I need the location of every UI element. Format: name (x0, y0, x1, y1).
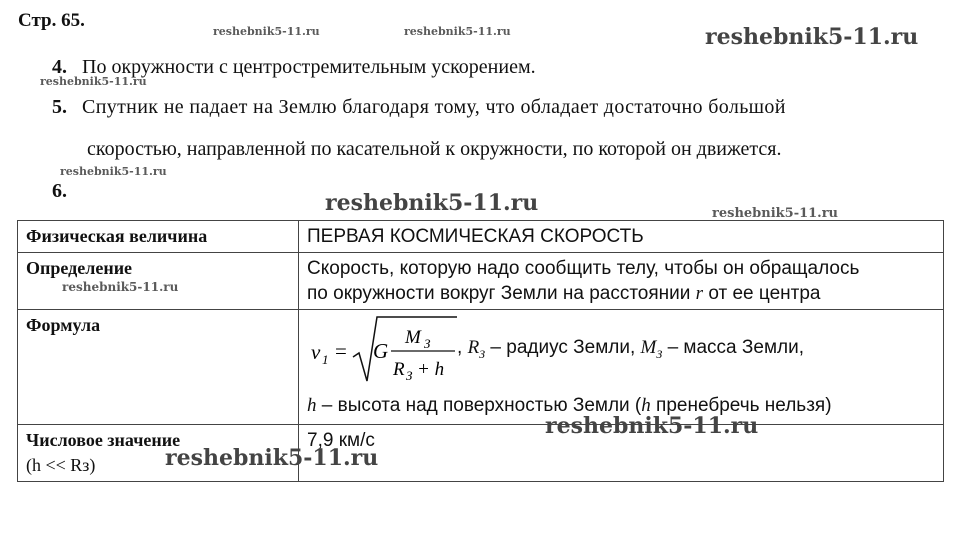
row-value (299, 253, 944, 310)
svg-text:З: З (424, 336, 431, 351)
page-number: Стр. 65. (18, 10, 85, 31)
svg-text:=: = (335, 339, 347, 363)
watermark: reshebnik5-11.ru (705, 24, 919, 50)
item-text-line2: скоростью, направленной по касательной к окружности, по которой он движется. (87, 138, 782, 160)
formula (307, 313, 935, 421)
watermark: reshebnik5-11.ru (213, 25, 320, 38)
watermark: reshebnik5-11.ru (40, 75, 147, 88)
svg-text:R: R (393, 359, 405, 380)
item-text-line1: Спутник не падает на Землю благодаря тому, что обладает достаточно большой (82, 96, 786, 118)
watermark: reshebnik5-11.ru (325, 190, 539, 216)
svg-text:G: G (373, 339, 389, 363)
svg-text:З: З (406, 368, 413, 383)
table-row (18, 425, 944, 482)
watermark: reshebnik5-11.ru (404, 25, 511, 38)
watermark: reshebnik5-11.ru (62, 280, 179, 294)
svg-text:M: M (405, 327, 421, 348)
formula-description-2: h – высота над поверхностью Земли (h пренебречь нельзя) (307, 395, 832, 416)
definition-line2: по окружности вокруг Земли на расстоянии r от ее центра (307, 283, 821, 304)
row-value: ПЕРВАЯ КОСМИЧЕСКАЯ СКОРОСТЬ (299, 221, 944, 253)
formula-description-1: , $R_З$ – радиус Земли, $M_З$ – масса Земли, (457, 337, 804, 361)
row-key: Формула (18, 310, 299, 425)
definition-line1: Скорость, которую надо сообщить телу, чтобы он обращалось (307, 258, 860, 279)
watermark: reshebnik5-11.ru (60, 165, 167, 178)
item-number: 5. (52, 96, 67, 118)
svg-text:v: v (311, 340, 321, 364)
row-value (299, 310, 944, 425)
formula-graphic (307, 313, 467, 385)
table-row (18, 310, 944, 425)
watermark: reshebnik5-11.ru (545, 413, 759, 439)
row-key-line2: (h << Rз) (26, 455, 96, 475)
watermark: reshebnik5-11.ru (165, 445, 379, 471)
row-key-text: Определение (26, 258, 133, 278)
watermark: reshebnik5-11.ru (712, 206, 839, 221)
answer-6 (52, 180, 82, 203)
physics-table (17, 220, 944, 482)
answer-5 (52, 96, 944, 119)
svg-text:+ h: + h (417, 359, 445, 380)
item-number: 4. (52, 56, 67, 78)
answer-4 (52, 56, 536, 79)
item-number: 6. (52, 180, 67, 202)
row-key-line1: Числовое значение (26, 430, 181, 450)
row-key: Физическая величина (18, 221, 299, 253)
row-value: 7,9 км/с (299, 425, 944, 482)
svg-text:1: 1 (322, 352, 329, 367)
item-text: По окружности с центростремительным ускорением. (82, 56, 536, 78)
table-row (18, 221, 944, 253)
